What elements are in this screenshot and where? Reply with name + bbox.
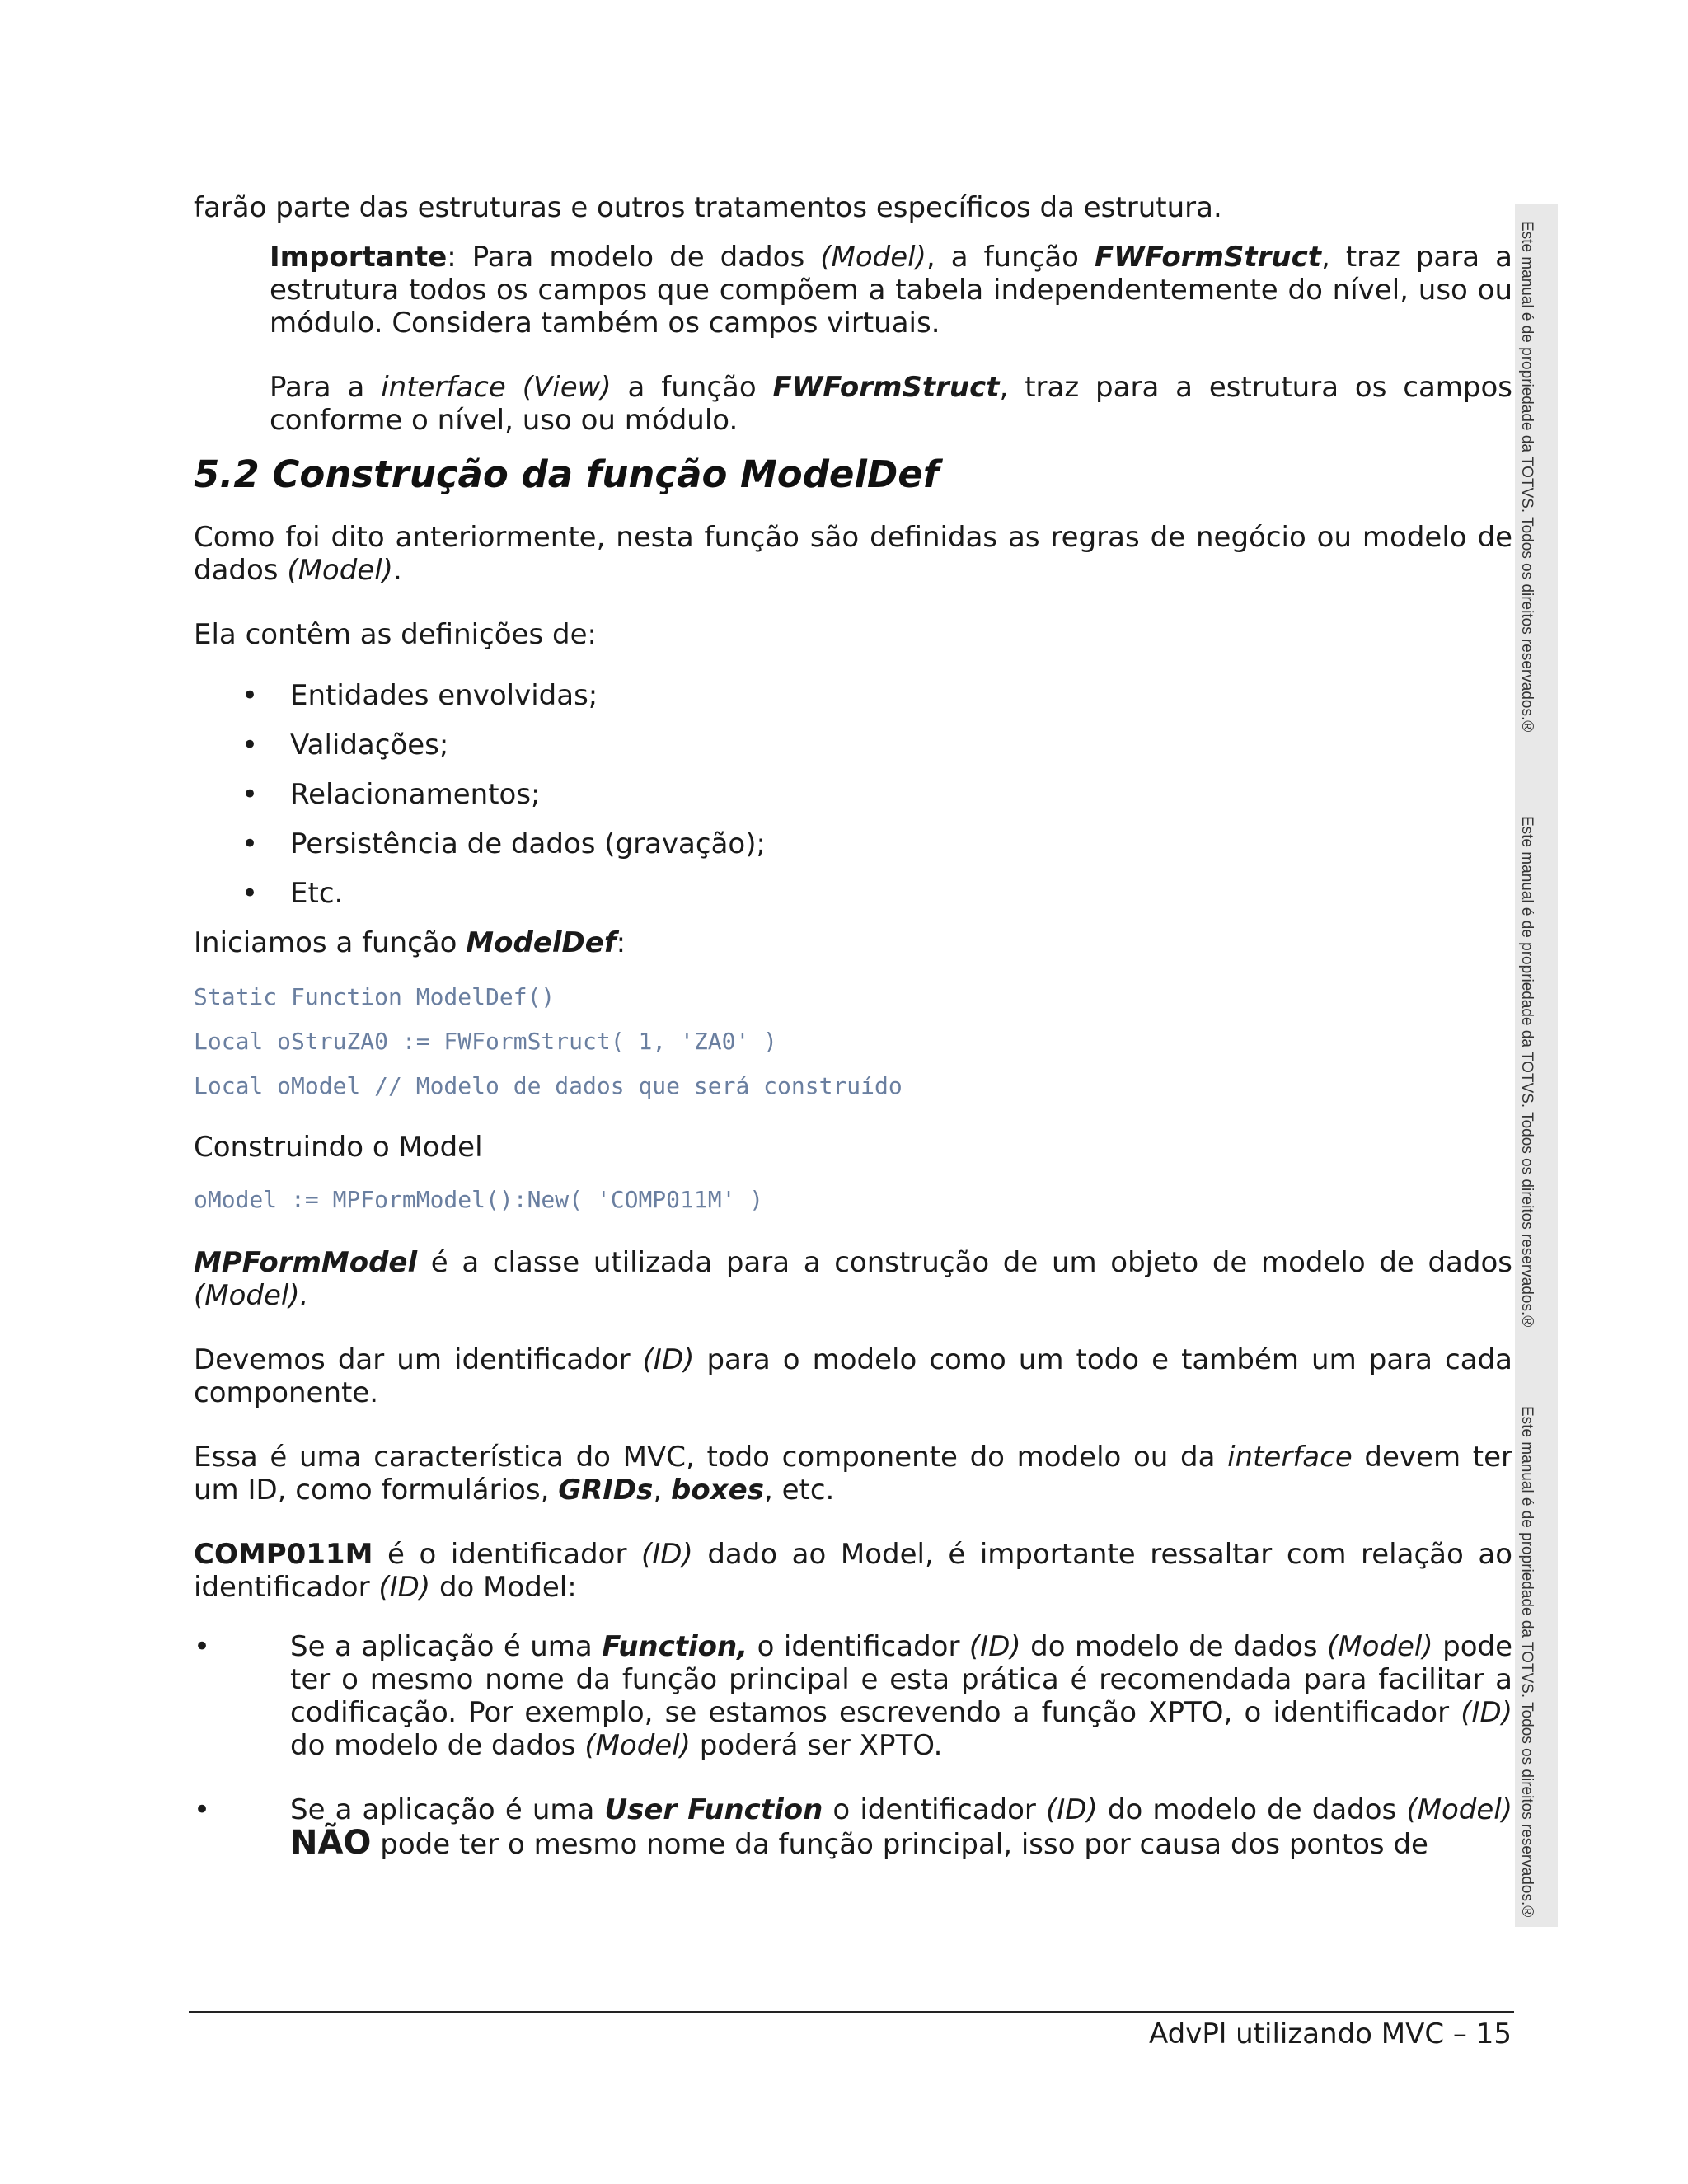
note-label: Importante [270,241,448,274]
paragraph-identifier: Devemos dar um identificador (ID) para o modelo como um todo e também um para cada componente. [194,1343,1513,1409]
code-block-modeldef [194,981,1512,1103]
paragraph-modeldef-intro: Como foi dito anteriormente, nesta função são definidas as regras de negócio ou modelo de dados (Model). [194,521,1512,587]
list-item: • Validações; [241,729,449,762]
page-body [194,191,1512,1892]
note-important: Importante: Para modelo de dados (Model), a função FWFormStruct, traz para a estrutura todos os campos que compõem a tabela independentemente do nível, uso ou módulo. Considera também os campos virtuais. [270,241,1512,340]
list-item: • Etc. [241,877,344,910]
note-interface: Para a interface (View) a função FWFormStruct, traz para a estrutura os campos conforme o nível, uso ou módulo. [270,371,1513,437]
paragraph-mvc-characteristic: Essa é uma característica do MVC, todo componente do modelo ou da interface devem ter um ID, como formulários, GRIDs, boxes, etc. [194,1441,1512,1507]
fn-name: FWFormStruct [1095,241,1321,274]
identifier-rules-list [194,1630,1512,1861]
code-line: Local oStruZA0 := FWFormStruct( 1, 'ZA0' ) [194,1028,778,1055]
list-item: • Persistência de dados (gravação); [241,827,766,860]
section-heading: 5.2 Construção da função ModelDef [194,452,940,496]
paragraph-building-model: Construindo o Model [194,1131,483,1164]
paragraph-definitions: Ela contêm as definições de: [194,618,597,651]
paragraph-mpformmodel: MPFormModel é a classe utilizada para a construção de um objeto de modelo de dados (Model). [194,1246,1512,1312]
footer-divider [189,2011,1514,2013]
paragraph-comp011m: COMP011M é o identificador (ID) dado ao Model, é importante ressaltar com relação ao identificador (ID) do Model: [194,1538,1512,1604]
list-item: • Entidades envolvidas; [241,679,598,712]
intro-line: farão parte das estruturas e outros tratamentos específicos da estrutura. [194,191,1222,224]
code-line: Static Function ModelDef() [194,983,556,1010]
list-item: • Se a aplicação é uma Function, o identificador (ID) do modelo de dados (Model) pode ter o mesmo nome da função principal e esta prática é recomendada para facilitar a codificação. Por exemplo, se estamos escrevendo a função XPTO, o identificador (ID) do modelo de dados (Model) poderá ser XPTO. [194,1630,1512,1762]
list-item: • Relacionamentos; [241,778,541,811]
definitions-list [194,679,1512,910]
code-line: Local oModel // Modelo de dados que será construído [194,1072,903,1099]
watermark-text: Este manual é de propriedade da TOTVS. Todos os direitos reservados.® [1518,816,1536,1328]
watermark-text: Este manual é de propriedade da TOTVS. Todos os direitos reservados.® [1518,1406,1536,1918]
page-footer: AdvPl utilizando MVC – 15 [1149,2018,1512,2050]
paragraph-start-modeldef: Iniciamos a função ModelDef: [194,926,626,959]
watermark-text: Este manual é de propriedade da TOTVS. Todos os direitos reservados.® [1518,221,1536,733]
code-line-new-model: oModel := MPFormModel():New( 'COMP011M' ) [194,1186,764,1213]
list-item: • Se a aplicação é uma User Function o identificador (ID) do modelo de dados (Model) NÃO pode ter o mesmo nome da função principal, isso por causa dos pontos de [194,1793,1512,1862]
